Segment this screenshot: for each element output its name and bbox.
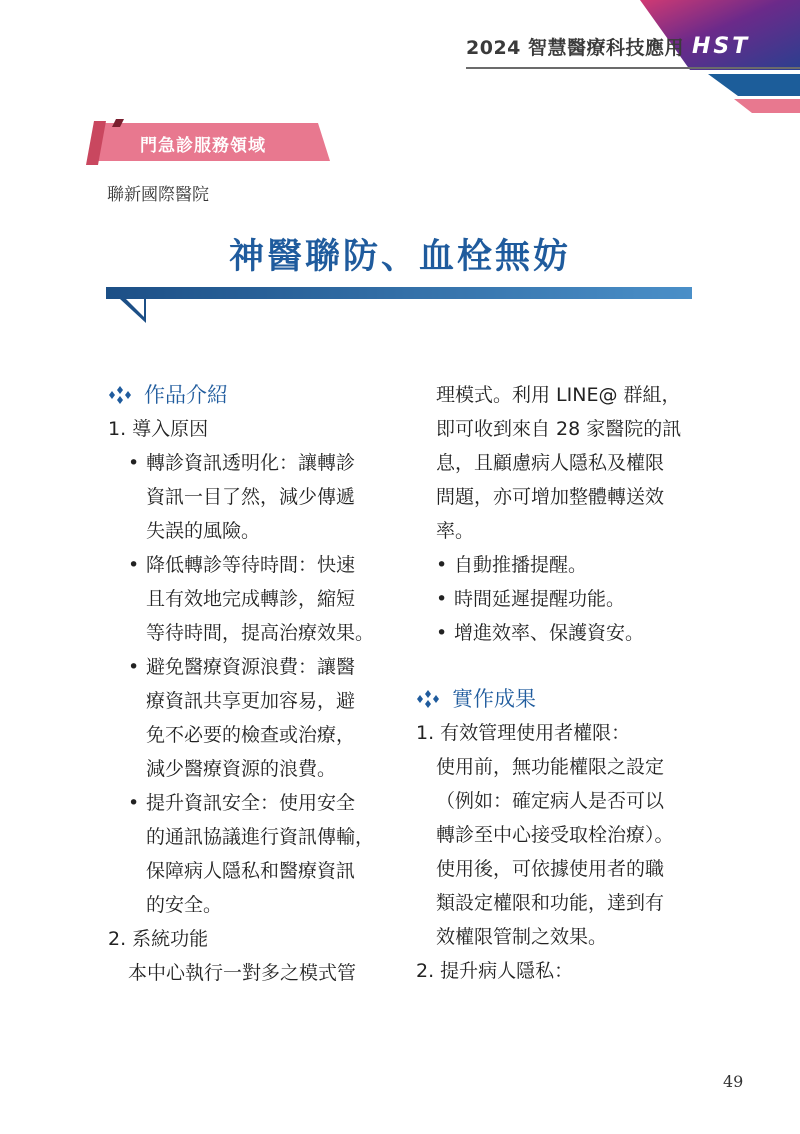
category-label: 門急診服務領域: [140, 136, 266, 156]
bullet-line: 失誤的風險。: [146, 520, 261, 542]
section-heading-intro: [108, 378, 408, 412]
bullet-item: [108, 786, 408, 922]
bullet-dot: •: [128, 554, 140, 576]
paragraph-line: 效權限管制之效果。: [436, 926, 608, 948]
bullet-line: 時間延遲提醒功能。: [454, 588, 626, 610]
header-title: 2024 智慧醫療科技應用: [466, 37, 684, 59]
header-blue-stripe: [708, 74, 800, 96]
bullet-line: 自動推播提醒。: [454, 554, 588, 576]
paragraph-line: 率。: [436, 520, 475, 542]
paragraph-line: 問題，亦可增加整體轉送效: [436, 486, 665, 508]
bullet-line: 資訊一目了然，減少傳遞: [146, 486, 356, 508]
section-heading-results: [416, 682, 716, 716]
bullet-line: 轉診資訊透明化：讓轉診: [146, 452, 356, 474]
list-item: 1. 導入原因: [108, 418, 209, 440]
article-title: 神醫聯防、血栓無妨: [228, 237, 571, 277]
section-heading-text: 作品介紹: [144, 383, 228, 407]
paragraph-line: 使用後，可依據使用者的職: [436, 858, 665, 880]
paragraph-line: 息，且顧慮病人隱私及權限: [436, 452, 665, 474]
header-rule: [466, 67, 800, 69]
list-item: 1. 有效管理使用者權限：: [416, 722, 631, 744]
page-number: 49: [723, 1072, 744, 1091]
paragraph-line: （例如：確定病人是否可以: [436, 790, 665, 812]
header-pink-stripe: [734, 99, 800, 113]
bullet-item: [416, 548, 716, 582]
right-column: [416, 378, 716, 988]
bullet-line: 保障病人隱私和醫療資訊: [146, 860, 356, 882]
paragraph-line: 類設定權限和功能，達到有: [436, 892, 665, 914]
title-underline: [106, 287, 696, 327]
bullet-line: 且有效地完成轉診，縮短: [146, 588, 356, 610]
bullet-line: 降低轉診等待時間：快速: [146, 554, 356, 576]
bullet-dot: •: [128, 792, 140, 814]
hospital-name: 聯新國際醫院: [107, 185, 209, 205]
bullet-item: [108, 548, 408, 650]
paragraph-line: 轉診至中心接受取栓治療）。: [436, 824, 674, 846]
header-decoration: [0, 0, 800, 130]
list-item: 2. 系統功能: [108, 928, 209, 950]
bullet-line: 增進效率、保護資安。: [454, 622, 645, 644]
bullet-line: 免不必要的檢查或治療，: [146, 724, 356, 746]
bullet-line: 等待時間，提高治療效果。: [146, 622, 375, 644]
diamond-bullet-icon: [108, 386, 132, 404]
diamond-bullet-icon: [416, 690, 440, 708]
bullet-line: 的通訊協議進行資訊傳輸，: [146, 826, 375, 848]
bullet-item: [108, 446, 408, 548]
bullet-dot: •: [436, 588, 448, 610]
paragraph-line: 本中心執行一對多之模式管: [128, 962, 357, 984]
hst-logo: HST: [692, 34, 751, 59]
bullet-line: 提升資訊安全：使用安全: [146, 792, 356, 814]
left-column: [108, 378, 408, 990]
bullet-dot: •: [436, 622, 448, 644]
bullet-dot: •: [436, 554, 448, 576]
section-heading-text: 實作成果: [452, 687, 536, 711]
bullet-line: 避免醫療資源浪費：讓醫: [146, 656, 356, 678]
bullet-line: 療資訊共享更加容易，避: [146, 690, 356, 712]
bullet-item: [416, 616, 716, 650]
bullet-item: [416, 582, 716, 616]
spacer: [416, 650, 716, 682]
bullet-line: 減少醫療資源的浪費。: [146, 758, 337, 780]
paragraph-line: 即可收到來自 28 家醫院的訊: [436, 418, 682, 440]
bullet-dot: •: [128, 452, 140, 474]
bullet-item: [108, 650, 408, 786]
paragraph-line: 理模式。利用 LINE@ 群組，: [436, 384, 681, 406]
paragraph-line: 使用前，無功能權限之設定: [436, 756, 665, 778]
list-item: 2. 提升病人隱私：: [416, 960, 574, 982]
bullet-dot: •: [128, 656, 140, 678]
bullet-line: 的安全。: [146, 894, 223, 916]
